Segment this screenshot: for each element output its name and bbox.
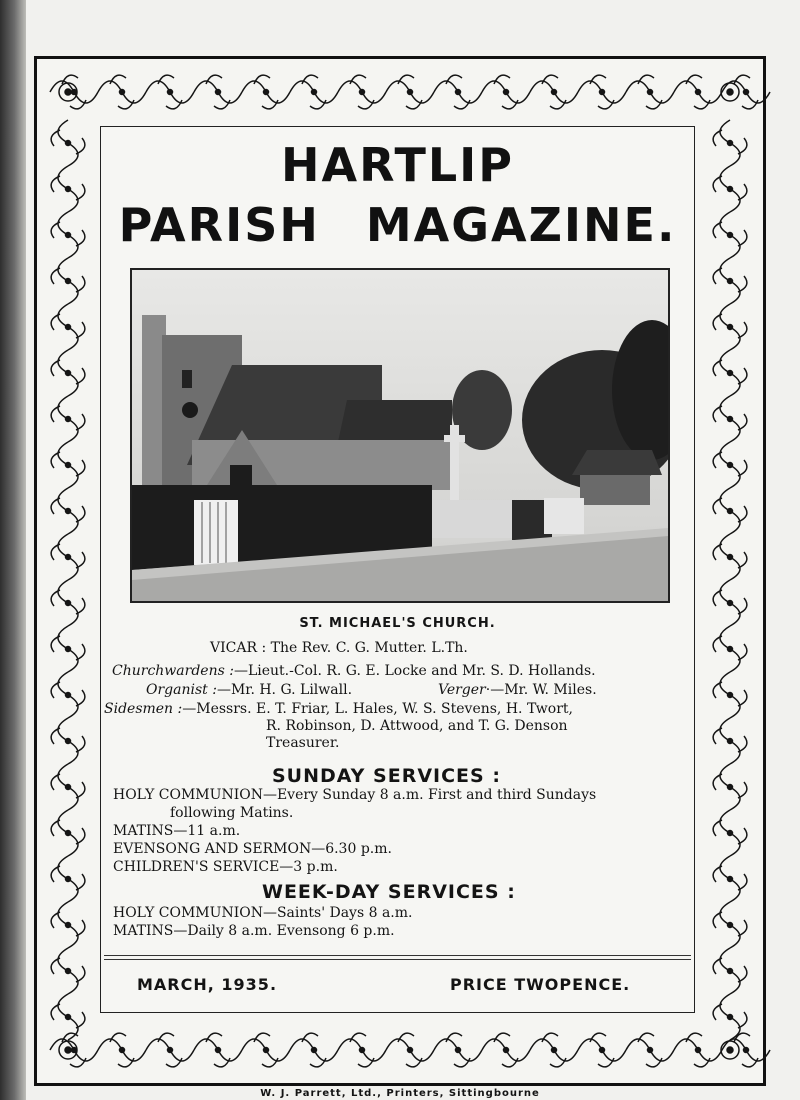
floral-ornament-element <box>264 1048 269 1053</box>
floral-ornament-element <box>158 1033 174 1042</box>
floral-ornament-element <box>216 1048 221 1053</box>
floral-ornament-element <box>360 1048 365 1053</box>
floral-ornament-element <box>66 509 71 514</box>
organist-line <box>146 682 352 698</box>
church-name-heading: ST. MICHAEL'S CHURCH. <box>299 616 496 631</box>
floral-ornament-element <box>110 1033 126 1042</box>
floral-ornament-element <box>550 100 566 109</box>
floral-ornament-element <box>728 187 733 192</box>
floral-ornament-element <box>728 279 733 284</box>
floral-ornament-element <box>358 100 374 109</box>
floral-ornament-element <box>66 739 71 744</box>
floral-ornament-element <box>728 417 733 422</box>
floral-ornament-element <box>454 100 470 109</box>
floral-ornament-element <box>302 1033 318 1042</box>
floral-ornament-element <box>65 89 71 95</box>
floral-ornament-element <box>72 1048 77 1053</box>
floral-ornament-element <box>734 1033 750 1042</box>
floral-ornament-element <box>648 90 653 95</box>
floral-ornament-element <box>728 739 733 744</box>
floral-ornament-element <box>542 75 558 84</box>
floral-ornament-element <box>727 1047 733 1053</box>
floral-ornament-element <box>552 1048 557 1053</box>
verger-name: ·—Mr. W. Miles. <box>485 682 597 698</box>
footer-rule-bottom <box>104 959 691 960</box>
floral-ornament-element <box>502 100 518 109</box>
floral-ornament-element <box>66 325 71 330</box>
floral-ornament-element <box>66 831 71 836</box>
sidesmen-label: Sidesmen : <box>104 701 183 717</box>
floral-ornament-element <box>310 1058 326 1067</box>
floral-ornament-element <box>600 1048 605 1053</box>
floral-ornament-element <box>214 100 230 109</box>
floral-ornament-element <box>550 1058 566 1067</box>
floral-ornament-element <box>728 877 733 882</box>
floral-ornament-element <box>264 90 269 95</box>
sunday-services-heading: SUNDAY SERVICES : <box>272 765 501 787</box>
churchwardens-names: —Lieut.-Col. R. G. E. Locke and Mr. S. D. Hollands. <box>233 663 596 679</box>
floral-ornament-element <box>206 75 222 84</box>
organist-label: Organist : <box>146 682 217 698</box>
floral-ornament-element <box>408 90 413 95</box>
floral-ornament-element <box>214 1058 230 1067</box>
floral-ornament-element <box>744 1048 749 1053</box>
floral-ornament-element <box>168 1048 173 1053</box>
floral-ornament-element <box>262 100 278 109</box>
floral-ornament-element <box>728 693 733 698</box>
floral-ornament-element <box>502 1058 518 1067</box>
floral-ornament-element <box>728 555 733 560</box>
floral-ornament-element <box>728 785 733 790</box>
floral-ornament-element <box>398 75 414 84</box>
sunday-holy-communion-cont: following Matins. <box>170 805 294 821</box>
floral-ornament-element <box>728 969 733 974</box>
floral-ornament-element <box>728 601 733 606</box>
floral-ornament-element <box>728 371 733 376</box>
footer-rule-top <box>104 955 691 956</box>
floral-ornament-element <box>70 100 86 109</box>
floral-ornament-element <box>728 233 733 238</box>
floral-ornament-element <box>456 1048 461 1053</box>
floral-ornament-element <box>168 90 173 95</box>
floral-ornament-element <box>262 1058 278 1067</box>
floral-ornament-element <box>358 1058 374 1067</box>
sunday-holy-communion: HOLY COMMUNION—Every Sunday 8 a.m. First and third Sundays <box>113 787 597 803</box>
floral-ornament-element <box>454 1058 470 1067</box>
floral-ornament-element <box>686 1033 702 1042</box>
floral-ornament-element <box>216 90 221 95</box>
sidesmen-names-1: —Messrs. E. T. Friar, L. Hales, W. S. Stevens, H. Twort, <box>182 701 573 717</box>
floral-ornament-element <box>590 75 606 84</box>
floral-ornament-element <box>742 100 758 109</box>
magazine-title-line2: PARISH MAGAZINE. <box>118 198 677 252</box>
sidesmen-names-2: R. Robinson, D. Attwood, and T. G. Denson <box>266 718 568 734</box>
floral-ornament-element <box>728 647 733 652</box>
floral-ornament-element <box>406 100 422 109</box>
floral-ornament-element <box>65 1047 71 1053</box>
floral-ornament-element <box>158 75 174 84</box>
magazine-title-line1: HARTLIP <box>281 138 514 192</box>
floral-ornament-element <box>398 1033 414 1042</box>
floral-ornament-element <box>66 463 71 468</box>
floral-ornament-element <box>66 187 71 192</box>
floral-ornament-element <box>446 1033 462 1042</box>
floral-ornament-element <box>166 100 182 109</box>
weekday-services-heading: WEEK-DAY SERVICES : <box>262 881 516 903</box>
sunday-evensong: EVENSONG AND SERMON—6.30 p.m. <box>113 841 392 857</box>
floral-ornament-element <box>686 75 702 84</box>
floral-ornament-element <box>727 89 733 95</box>
sidesmen-names-3: Treasurer. <box>266 735 340 751</box>
floral-ornament-element <box>446 75 462 84</box>
floral-ornament-element <box>728 1015 733 1020</box>
price-label: PRICE TWOPENCE. <box>450 975 631 994</box>
floral-ornament-element <box>350 1033 366 1042</box>
floral-ornament-element <box>66 279 71 284</box>
floral-ornament-element <box>552 90 557 95</box>
floral-ornament-element <box>598 100 614 109</box>
vicar-label: VICAR : <box>210 640 267 656</box>
floral-ornament-element <box>638 1033 654 1042</box>
floral-ornament-element <box>312 1048 317 1053</box>
floral-ornament-element <box>66 555 71 560</box>
floral-ornament-element <box>696 1048 701 1053</box>
floral-ornament-element <box>494 75 510 84</box>
floral-ornament-element <box>728 141 733 146</box>
floral-ornament-element <box>66 417 71 422</box>
floral-ornament-element <box>408 1048 413 1053</box>
verger-label: Verger <box>438 682 486 698</box>
floral-ornament-element <box>120 1048 125 1053</box>
floral-ornament-element <box>66 969 71 974</box>
vicar-name: The Rev. C. G. Mutter. L.Th. <box>270 640 468 656</box>
floral-ornament-element <box>694 1058 710 1067</box>
weekday-holy-communion: HOLY COMMUNION—Saints' Days 8 a.m. <box>113 905 413 921</box>
floral-ornament-element <box>110 75 126 84</box>
floral-ornament-element <box>350 75 366 84</box>
floral-ornament-element <box>648 1048 653 1053</box>
weekday-matins-evensong: MATINS—Daily 8 a.m. Evensong 6 p.m. <box>113 923 395 939</box>
floral-ornament-element <box>734 75 750 84</box>
sunday-matins: MATINS—11 a.m. <box>113 823 241 839</box>
floral-ornament-element <box>696 90 701 95</box>
floral-ornament-element <box>66 923 71 928</box>
floral-ornament-element <box>600 90 605 95</box>
floral-ornament-element <box>728 509 733 514</box>
floral-ornament-element <box>66 785 71 790</box>
floral-ornament-element <box>66 1015 71 1020</box>
floral-ornament-element <box>254 75 270 84</box>
floral-ornament-element <box>504 90 509 95</box>
floral-ornament-element <box>590 1033 606 1042</box>
vicar-line <box>210 640 468 656</box>
floral-ornament-element <box>360 90 365 95</box>
floral-ornament-element <box>504 1048 509 1053</box>
floral-ornament-element <box>118 100 134 109</box>
floral-ornament-element <box>72 90 77 95</box>
sidesmen-line <box>104 701 573 717</box>
floral-ornament-element <box>70 1058 86 1067</box>
floral-ornament-element <box>638 75 654 84</box>
floral-ornament-element <box>66 371 71 376</box>
floral-ornament-element <box>66 647 71 652</box>
floral-ornament-element <box>312 90 317 95</box>
floral-ornament-element <box>310 100 326 109</box>
floral-ornament-element <box>646 100 662 109</box>
floral-ornament-element <box>406 1058 422 1067</box>
floral-ornament-element <box>66 141 71 146</box>
floral-ornament-element <box>302 75 318 84</box>
floral-ornament-element <box>728 831 733 836</box>
floral-ornament-element <box>494 1033 510 1042</box>
floral-ornament-element <box>66 601 71 606</box>
verger-line <box>438 682 597 698</box>
floral-ornament-element <box>66 877 71 882</box>
floral-ornament-element <box>728 463 733 468</box>
floral-ornament-element <box>646 1058 662 1067</box>
floral-ornament-element <box>66 233 71 238</box>
floral-ornament-element <box>254 1033 270 1042</box>
floral-ornament-element <box>66 693 71 698</box>
printer-imprint: W. J. Parrett, Ltd., Printers, Sittingbourne <box>260 1088 540 1099</box>
organist-name: —Mr. H. G. Lilwall. <box>216 682 353 698</box>
churchwardens-label: Churchwardens : <box>112 663 234 679</box>
floral-ornament-element <box>120 90 125 95</box>
floral-ornament-element <box>742 1058 758 1067</box>
floral-ornament-element <box>598 1058 614 1067</box>
floral-ornament-element <box>744 90 749 95</box>
sunday-childrens-service: CHILDREN'S SERVICE—3 p.m. <box>113 859 338 875</box>
floral-ornament-element <box>118 1058 134 1067</box>
church-photo <box>130 268 670 603</box>
floral-ornament-element <box>456 90 461 95</box>
floral-ornament-element <box>542 1033 558 1042</box>
floral-ornament-element <box>728 325 733 330</box>
churchwardens-line <box>112 663 596 679</box>
issue-date: MARCH, 1935. <box>137 975 278 994</box>
floral-ornament-element <box>728 923 733 928</box>
floral-ornament-element <box>166 1058 182 1067</box>
floral-ornament-element <box>694 100 710 109</box>
floral-ornament-element <box>206 1033 222 1042</box>
